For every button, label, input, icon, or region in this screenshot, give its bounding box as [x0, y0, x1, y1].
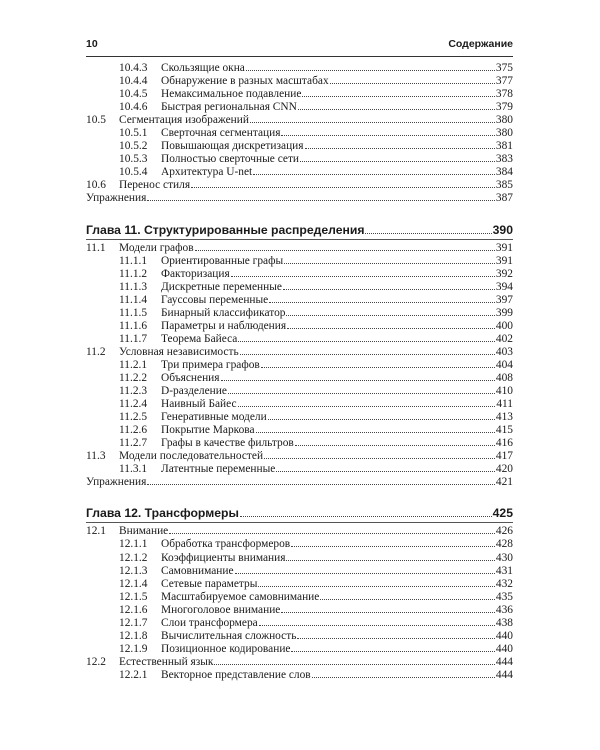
table-of-contents [86, 62, 513, 682]
toc-entry[interactable] [86, 192, 513, 205]
toc-entry[interactable] [86, 604, 513, 617]
toc-entry[interactable] [86, 101, 513, 114]
entry-page: 436 [495, 603, 513, 616]
entry-page: 417 [495, 450, 513, 463]
leader-dots [214, 664, 494, 665]
entry-title: Полностью сверточные сети [161, 153, 300, 166]
toc-entry[interactable] [86, 398, 513, 411]
subsection-number: 11.1.6 [119, 319, 148, 332]
toc-entry[interactable] [86, 255, 513, 268]
entry-title: Латентные переменные [161, 463, 276, 476]
entry-page: 420 [495, 463, 513, 476]
chapter-gap [86, 489, 513, 505]
entry-page: 444 [495, 668, 513, 681]
leader-dots [302, 96, 495, 97]
chapter-rule [86, 239, 513, 240]
section-number: 11.2 [86, 345, 106, 358]
subsection-number: 10.5.3 [119, 153, 148, 166]
entry-page: 413 [495, 411, 513, 424]
entry-title: Три примера графов [161, 358, 260, 371]
entry-title: Гауссовы переменные [161, 293, 269, 306]
subsection-number: 10.4.5 [119, 88, 148, 101]
leader-dots [231, 276, 495, 277]
entry-title: Повышающая дискретизация [161, 140, 304, 153]
toc-entry[interactable] [86, 242, 513, 255]
chapter-title: Глава 12. Трансформеры [86, 506, 239, 521]
toc-entry[interactable] [86, 552, 513, 565]
section-number: 10.6 [86, 179, 106, 192]
subsection-number: 12.2.1 [119, 668, 148, 681]
toc-entry[interactable] [86, 346, 513, 359]
entry-page: 435 [495, 590, 513, 603]
toc-entry[interactable] [86, 62, 513, 75]
entry-title: Покрытие Маркова [161, 424, 255, 437]
toc-entry[interactable] [86, 525, 513, 538]
subsection-number: 11.1.3 [119, 280, 148, 293]
entry-title: Условная независимость [119, 345, 239, 358]
leader-dots [246, 70, 495, 71]
subsection-number: 11.2.7 [119, 437, 148, 450]
toc-entry[interactable] [86, 538, 513, 551]
toc-entry[interactable] [86, 424, 513, 437]
toc-entry[interactable] [86, 450, 513, 463]
leader-dots [258, 586, 495, 587]
entry-page: 391 [495, 254, 513, 267]
leader-dots [238, 341, 495, 342]
entry-title: Модели графов [119, 241, 194, 254]
toc-entry[interactable] [86, 656, 513, 669]
entry-title: Параметры и наблюдения [161, 319, 287, 332]
section-number: 10.5 [86, 114, 106, 127]
toc-entry[interactable] [86, 88, 513, 101]
section-number: 12.1 [86, 525, 106, 538]
entry-page: 377 [495, 75, 513, 88]
leader-dots [269, 302, 495, 303]
subsection-number: 11.1.7 [119, 332, 148, 345]
toc-entry[interactable] [86, 294, 513, 307]
entry-page: 421 [495, 476, 513, 489]
leader-dots [284, 263, 495, 264]
toc-entry[interactable] [86, 411, 513, 424]
leader-dots [312, 677, 495, 678]
entry-title: Сегментация изображений [119, 114, 249, 127]
toc-entry[interactable] [86, 359, 513, 372]
subsection-number: 11.2.4 [119, 398, 148, 411]
subsection-number: 11.1.4 [119, 293, 148, 306]
entry-title: Архитектура U-net [161, 166, 253, 179]
entry-page: 432 [495, 577, 513, 590]
toc-entry[interactable] [86, 565, 513, 578]
entry-page: 402 [495, 332, 513, 345]
entry-page: 383 [495, 153, 513, 166]
leader-dots [320, 599, 495, 600]
leader-dots [240, 516, 492, 517]
toc-entry[interactable] [86, 281, 513, 294]
entry-title: Генеративные модели [161, 411, 267, 424]
entry-page: 440 [495, 642, 513, 655]
subsection-number: 12.1.8 [119, 629, 148, 642]
entry-title: Наивный Байес [161, 398, 237, 411]
toc-entry[interactable] [86, 140, 513, 153]
entry-page: 381 [495, 140, 513, 153]
toc-entry[interactable] [86, 591, 513, 604]
leader-dots [281, 612, 495, 613]
entry-title: Обработка трансформеров [161, 538, 291, 551]
subsection-number: 11.2.5 [119, 411, 148, 424]
chapter-gap [86, 206, 513, 222]
entry-title: Теорема Байеса [161, 332, 238, 345]
leader-dots [291, 651, 494, 652]
leader-dots [264, 458, 495, 459]
subsection-number: 10.5.4 [119, 166, 148, 179]
toc-entry[interactable] [86, 617, 513, 630]
entry-page: 440 [495, 629, 513, 642]
subsection-number: 12.1.7 [119, 616, 148, 629]
subsection-number: 11.1.5 [119, 306, 148, 319]
leader-dots [305, 148, 495, 149]
entry-title: Вычислительная сложность [161, 629, 297, 642]
toc-entry[interactable] [86, 127, 513, 140]
entry-title: Модели последовательностей [119, 450, 264, 463]
subsection-number: 12.1.2 [119, 551, 148, 564]
entry-page: 391 [495, 241, 513, 254]
leader-dots [268, 419, 495, 420]
entry-page: 415 [495, 424, 513, 437]
entry-page: 404 [495, 358, 513, 371]
toc-entry[interactable] [86, 463, 513, 476]
entry-title: Слои трансформера [161, 616, 258, 629]
running-title: Содержание [448, 38, 513, 50]
leader-dots [298, 109, 495, 110]
entry-page: 397 [495, 293, 513, 306]
toc-entry[interactable] [86, 476, 513, 489]
entry-title: Векторное представление слов [161, 668, 311, 681]
entry-page: 408 [495, 371, 513, 384]
toc-entry[interactable] [86, 307, 513, 320]
entry-page: 384 [495, 166, 513, 179]
entry-page: 438 [495, 616, 513, 629]
entry-title: Быстрая региональная CNN [161, 101, 297, 114]
entry-title: Дискретные переменные [161, 280, 282, 293]
leader-dots [286, 560, 494, 561]
subsection-number: 12.1.9 [119, 642, 148, 655]
subsection-number: 12.1.4 [119, 577, 148, 590]
leader-dots [147, 200, 495, 201]
leader-dots [297, 638, 495, 639]
subsection-number: 12.1.1 [119, 538, 148, 551]
leader-dots [365, 233, 491, 234]
section-number: 12.2 [86, 655, 106, 668]
subsection-number: 11.2.2 [119, 371, 148, 384]
entry-title: Упражнения [86, 476, 147, 489]
subsection-number: 12.1.3 [119, 564, 148, 577]
entry-title: Внимание [119, 525, 169, 538]
entry-title: Бинарный классификатор [161, 306, 286, 319]
entry-page: 380 [495, 127, 513, 140]
leader-dots [330, 83, 495, 84]
toc-entry[interactable] [86, 153, 513, 166]
entry-page: 387 [495, 192, 513, 205]
chapter-rule [86, 522, 513, 523]
subsection-number: 10.4.6 [119, 101, 148, 114]
toc-entry[interactable] [86, 372, 513, 385]
leader-dots [235, 573, 495, 574]
leader-dots [238, 406, 496, 407]
entry-title: Графы в качестве фильтров [161, 437, 294, 450]
toc-entry[interactable] [86, 643, 513, 656]
leader-dots [291, 546, 495, 547]
entry-title: Ориентированные графы [161, 254, 284, 267]
toc-entry[interactable] [86, 669, 513, 682]
chapter-title: Глава 11. Структурированные распределения [86, 222, 365, 237]
subsection-number: 10.4.3 [119, 62, 148, 74]
subsection-number: 12.1.6 [119, 603, 148, 616]
entry-page: 400 [495, 319, 513, 332]
subsection-number: 10.5.2 [119, 140, 148, 153]
entry-page: 394 [495, 280, 513, 293]
leader-dots [191, 187, 495, 188]
subsection-number: 11.2.6 [119, 424, 148, 437]
entry-page: 403 [495, 345, 513, 358]
entry-page: 411 [496, 398, 513, 411]
toc-entry[interactable] [86, 75, 513, 88]
subsection-number: 10.5.1 [119, 127, 148, 140]
entry-page: 416 [495, 437, 513, 450]
entry-title: Перенос стиля [119, 179, 191, 192]
entry-title: Позиционное кодирование [161, 642, 291, 655]
entry-page: 379 [495, 101, 513, 114]
entry-title: Факторизация [161, 267, 230, 280]
leader-dots [240, 354, 495, 355]
entry-page: 375 [495, 62, 513, 74]
entry-title: Скользящие окна [161, 62, 245, 74]
entry-title: Коэффициенты внимания [161, 551, 286, 564]
entry-title: Объяснения [161, 371, 220, 384]
entry-page: 428 [495, 538, 513, 551]
subsection-number: 11.1.1 [119, 254, 148, 267]
entry-page: 444 [495, 655, 513, 668]
entry-page: 385 [495, 179, 513, 192]
subsection-number: 12.1.5 [119, 590, 148, 603]
leader-dots [276, 471, 495, 472]
subsection-number: 11.2.1 [119, 358, 148, 371]
leader-dots [250, 122, 495, 123]
subsection-number: 11.3.1 [119, 463, 148, 476]
leader-dots [221, 380, 495, 381]
subsection-number: 11.2.3 [119, 385, 148, 398]
toc-entry[interactable] [86, 630, 513, 643]
leader-dots [295, 445, 495, 446]
chapter-heading[interactable] [86, 505, 513, 521]
entry-title: Многоголовое внимание [161, 603, 281, 616]
toc-entry[interactable] [86, 114, 513, 127]
toc-entry[interactable] [86, 166, 513, 179]
entry-page: 431 [495, 564, 513, 577]
entry-title: Сетевые параметры [161, 577, 258, 590]
entry-title: D-разделение [161, 385, 227, 398]
leader-dots [286, 315, 494, 316]
leader-dots [147, 484, 495, 485]
chapter-page: 390 [492, 222, 513, 237]
toc-entry[interactable] [86, 578, 513, 591]
toc-entry[interactable] [86, 179, 513, 192]
leader-dots [256, 432, 495, 433]
entry-title: Сверточная сегментация [161, 127, 281, 140]
leader-dots [281, 135, 494, 136]
entry-page: 378 [495, 88, 513, 101]
leader-dots [195, 250, 495, 251]
entry-page: 430 [495, 551, 513, 564]
leader-dots [169, 533, 495, 534]
entry-page: 392 [495, 267, 513, 280]
chapter-page: 425 [492, 506, 513, 521]
header-rule [86, 56, 513, 57]
entry-title: Самовнимание [161, 564, 234, 577]
leader-dots [300, 161, 495, 162]
page-number: 10 [86, 38, 98, 50]
toc-entry[interactable] [86, 385, 513, 398]
toc-entry[interactable] [86, 437, 513, 450]
leader-dots [228, 393, 495, 394]
section-number: 11.3 [86, 450, 106, 463]
toc-entry[interactable] [86, 333, 513, 346]
chapter-heading[interactable] [86, 222, 513, 238]
entry-title: Масштабируемое самовнимание [161, 590, 320, 603]
entry-title: Немаксимальное подавление [161, 88, 302, 101]
entry-title: Обнаружение в разных масштабах [161, 75, 329, 88]
leader-dots [283, 289, 495, 290]
entry-title: Естественный язык [119, 655, 214, 668]
section-number: 11.1 [86, 241, 106, 254]
entry-page: 380 [495, 114, 513, 127]
leader-dots [287, 328, 495, 329]
entry-page: 399 [495, 306, 513, 319]
toc-entry[interactable] [86, 268, 513, 281]
subsection-number: 11.1.2 [119, 267, 148, 280]
subsection-number: 10.4.4 [119, 75, 148, 88]
entry-title: Упражнения [86, 192, 147, 205]
leader-dots [253, 174, 495, 175]
toc-entry[interactable] [86, 320, 513, 333]
leader-dots [259, 625, 495, 626]
entry-page: 410 [495, 385, 513, 398]
entry-page: 426 [495, 525, 513, 538]
running-header [86, 38, 513, 54]
leader-dots [261, 367, 495, 368]
